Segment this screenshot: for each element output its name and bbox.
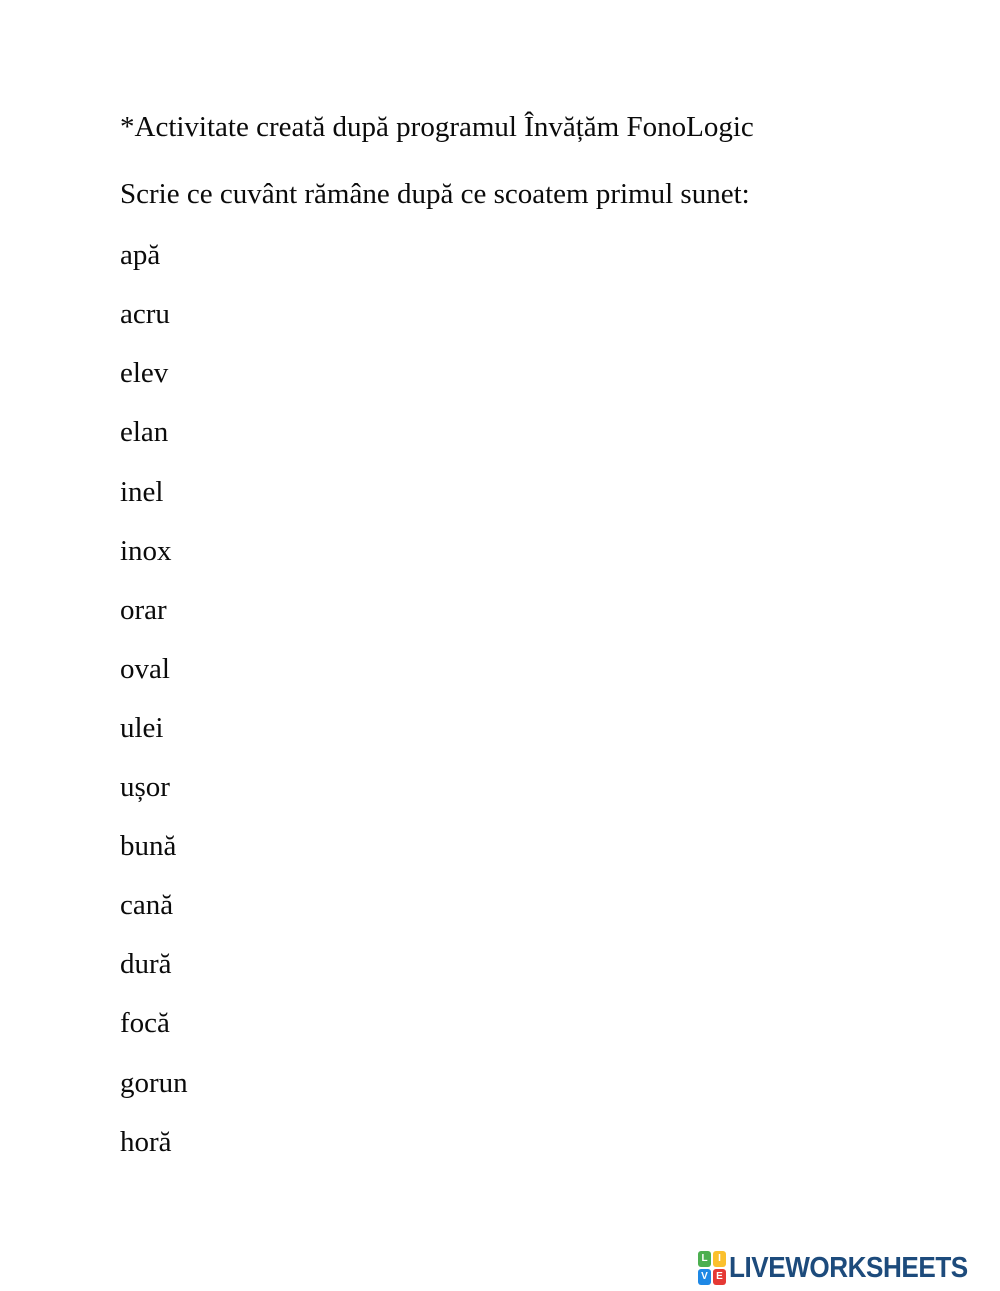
word-list xyxy=(120,226,754,1172)
worksheet-instruction: Scrie ce cuvânt rămâne după ce scoatem primul sunet: xyxy=(120,178,750,211)
logo-tile-i: I xyxy=(713,1251,726,1267)
worksheet-body xyxy=(120,98,754,1172)
liveworksheets-tiles-icon xyxy=(698,1251,726,1285)
word-item: ușor xyxy=(120,771,170,804)
word-item: orar xyxy=(120,593,167,626)
word-item: horă xyxy=(120,1125,172,1158)
word-item: elan xyxy=(120,416,169,449)
liveworksheets-wordmark: LIVEWORKSHEETS xyxy=(729,1251,968,1284)
word-item: elev xyxy=(120,357,169,390)
logo-tile-e: E xyxy=(713,1269,726,1285)
word-item: oval xyxy=(120,652,170,685)
liveworksheets-logo[interactable] xyxy=(698,1251,994,1285)
word-item: gorun xyxy=(120,1066,188,1099)
worksheet-title: *Activitate creată după programul Învățăm FonoLogic xyxy=(120,111,754,143)
word-item: focă xyxy=(120,1007,170,1040)
word-item: ulei xyxy=(120,711,164,744)
word-item: inox xyxy=(120,534,172,567)
logo-tile-l: L xyxy=(698,1251,711,1267)
word-item: acru xyxy=(120,298,170,331)
word-item: bună xyxy=(120,830,177,863)
word-item: apă xyxy=(120,239,161,272)
word-item: dură xyxy=(120,948,172,981)
logo-tile-v: V xyxy=(698,1269,711,1285)
word-item: inel xyxy=(120,475,164,508)
word-item: cană xyxy=(120,889,174,922)
